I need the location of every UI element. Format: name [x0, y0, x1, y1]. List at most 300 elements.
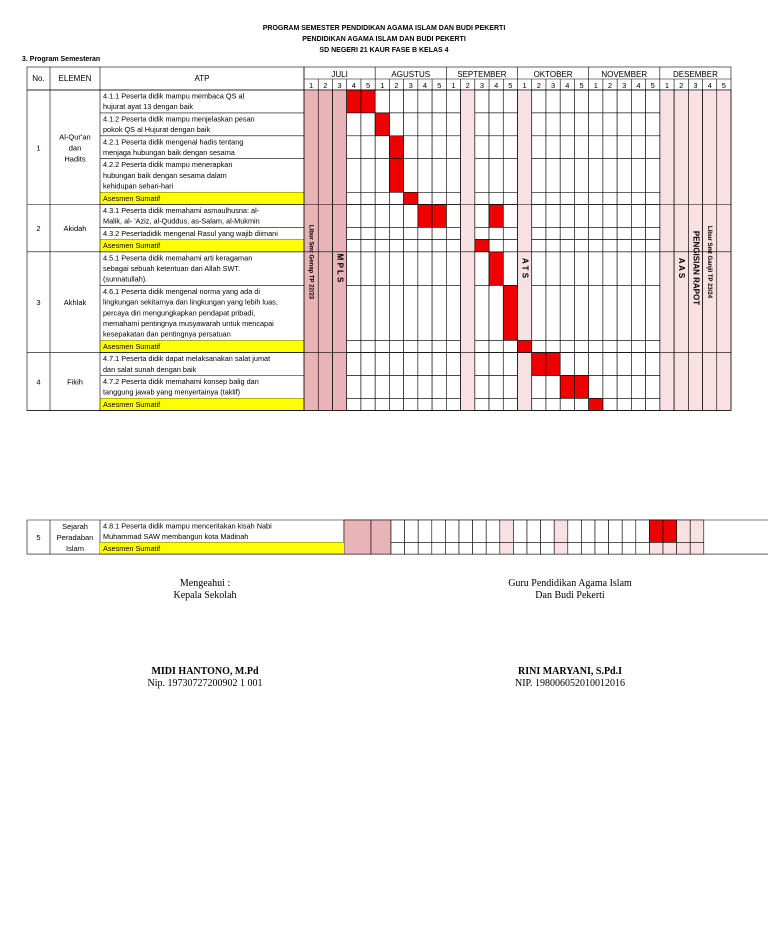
week-number: 2	[607, 81, 613, 90]
week-number: 2	[465, 81, 470, 90]
week-cell	[375, 227, 389, 239]
week-cell	[532, 240, 546, 252]
week-cell	[603, 285, 617, 340]
week-cell	[574, 227, 588, 239]
week-cell	[574, 353, 588, 376]
week-cell	[617, 398, 631, 410]
atp-text: 4.7.2 Peserta didik memahami konsep balig dan	[103, 377, 259, 386]
week-cell	[603, 90, 617, 113]
elemen-label: Fikih	[67, 377, 83, 387]
week-cell	[475, 205, 489, 228]
week-cell	[404, 353, 418, 376]
week-cell	[546, 240, 560, 252]
week-cell	[391, 542, 405, 554]
week-cell	[631, 136, 645, 159]
week-cell	[631, 340, 645, 352]
schedule-mark	[489, 252, 503, 286]
week-cell	[589, 159, 603, 193]
week-cell	[631, 159, 645, 193]
atp-text: tanggung jawab yang menyertainya (taklif)	[103, 387, 241, 397]
week-cell	[622, 520, 636, 542]
week-cell	[503, 240, 517, 252]
week-number: 5	[721, 81, 726, 90]
week-cell	[361, 398, 375, 410]
elemen-label: dan	[68, 143, 82, 153]
week-cell	[527, 542, 541, 554]
special-column-fill	[660, 90, 674, 411]
week-cell	[603, 227, 617, 239]
week-cell	[546, 159, 560, 193]
week-cell	[361, 159, 375, 193]
week-cell	[500, 542, 514, 554]
week-cell	[347, 285, 361, 340]
week-cell	[489, 227, 503, 239]
signature-right-title2: Dan Budi Pekerti	[535, 590, 605, 601]
week-cell	[532, 285, 546, 340]
week-cell	[617, 227, 631, 239]
week-cell	[432, 240, 446, 252]
week-cell	[617, 192, 631, 204]
week-cell	[503, 113, 517, 136]
week-cell	[361, 192, 375, 204]
week-cell	[418, 113, 432, 136]
week-cell	[589, 285, 603, 340]
week-cell	[486, 520, 500, 542]
vertical-label-aas: A A S	[677, 257, 687, 279]
atp-text: 4.2.2 Peserta didik mampu menerapkan	[103, 160, 233, 170]
week-cell	[404, 113, 418, 136]
week-cell	[603, 376, 617, 399]
group-number: 3	[36, 298, 41, 308]
special-column-fill	[318, 90, 332, 411]
week-cell	[418, 520, 432, 542]
signature-right	[480, 578, 660, 690]
week-cell	[617, 240, 631, 252]
week-cell	[432, 159, 446, 193]
week-cell	[459, 520, 473, 542]
week-cell	[532, 113, 546, 136]
week-cell	[560, 398, 574, 410]
elemen-label: Al-Qur'an	[59, 132, 91, 142]
week-cell	[617, 159, 631, 193]
week-cell	[404, 205, 418, 228]
week-cell	[418, 227, 432, 239]
week-cell	[574, 192, 588, 204]
week-number: 4	[351, 81, 356, 90]
week-cell	[347, 252, 361, 286]
week-cell	[418, 192, 432, 204]
col-header-no: No.	[32, 74, 45, 83]
week-cell	[574, 205, 588, 228]
week-cell	[646, 90, 660, 113]
signature-right-title1: Guru Pendidikan Agama Islam	[508, 578, 632, 589]
week-cell	[446, 340, 460, 352]
schedule-mark	[347, 90, 361, 113]
week-cell	[347, 340, 361, 352]
week-cell	[475, 376, 489, 399]
schedule-mark	[574, 376, 588, 399]
schedule-mark	[518, 340, 532, 352]
atp-text: hubungan baik dengan sesama dalam	[103, 170, 227, 180]
week-cell	[646, 113, 660, 136]
week-cell	[389, 240, 403, 252]
week-cell	[581, 520, 595, 542]
week-cell	[560, 90, 574, 113]
week-cell	[609, 520, 623, 542]
atp-text: 4.3.1 Peserta didik memahami asmaulhusna: al-	[103, 206, 260, 215]
week-cell	[404, 398, 418, 410]
week-cell	[595, 542, 609, 554]
week-cell	[347, 398, 361, 410]
week-cell	[375, 159, 389, 193]
week-cell	[646, 353, 660, 376]
week-cell	[631, 113, 645, 136]
atp-text: (sunnatullah).	[103, 274, 148, 284]
week-cell	[446, 205, 460, 228]
week-cell	[375, 240, 389, 252]
week-cell	[646, 205, 660, 228]
week-cell	[489, 398, 503, 410]
atp-text: 4.8.1 Peserta didik mampu menceritakan kisah Nabi	[103, 521, 272, 531]
week-cell	[646, 340, 660, 352]
week-cell	[503, 159, 517, 193]
week-cell	[347, 240, 361, 252]
week-cell	[503, 90, 517, 113]
week-cell	[546, 252, 560, 286]
week-cell	[603, 205, 617, 228]
week-cell	[446, 376, 460, 399]
week-cell	[631, 192, 645, 204]
week-cell	[636, 542, 650, 554]
week-cell	[617, 90, 631, 113]
signature-left-nip: Nip. 19730727200902 1 001	[147, 678, 263, 689]
week-cell	[503, 252, 517, 286]
week-cell	[589, 205, 603, 228]
week-cell	[347, 353, 361, 376]
week-cell	[404, 159, 418, 193]
month-header-desember: DESEMBER	[672, 70, 718, 79]
week-cell	[631, 353, 645, 376]
week-cell	[646, 398, 660, 410]
week-number: 4	[636, 81, 641, 90]
week-cell	[446, 159, 460, 193]
week-cell	[459, 542, 473, 554]
vertical-label-libur_genap: Libur Smt Genap TP 22/23	[307, 224, 314, 300]
week-cell	[560, 159, 574, 193]
week-number: 3	[479, 81, 485, 90]
week-cell	[446, 227, 460, 239]
week-cell	[603, 353, 617, 376]
week-cell	[404, 240, 418, 252]
week-cell	[574, 113, 588, 136]
week-cell	[404, 227, 418, 239]
special-column-fill	[332, 90, 346, 411]
week-cell	[489, 353, 503, 376]
week-cell	[503, 353, 517, 376]
week-cell	[473, 542, 487, 554]
week-number: 1	[380, 81, 385, 90]
week-cell	[375, 376, 389, 399]
week-cell	[418, 252, 432, 286]
week-cell	[500, 520, 514, 542]
week-cell	[603, 159, 617, 193]
week-cell	[347, 227, 361, 239]
schedule-mark	[546, 353, 560, 376]
week-cell	[389, 227, 403, 239]
schedule-mark	[532, 353, 546, 376]
week-cell	[432, 192, 446, 204]
week-cell	[475, 113, 489, 136]
section-subtitle: 3. Program Semesteran	[22, 56, 101, 63]
week-cell	[375, 285, 389, 340]
week-cell	[418, 136, 432, 159]
week-cell	[617, 340, 631, 352]
week-cell	[617, 205, 631, 228]
special-column-fill	[674, 90, 688, 411]
week-cell	[404, 252, 418, 286]
elemen-label: Sejarah	[62, 522, 88, 531]
week-cell	[554, 520, 568, 542]
atp-text: 4.2.1 Peserta didik mengenal hadis tentang	[103, 137, 244, 147]
week-cell	[541, 542, 555, 554]
week-cell	[389, 376, 403, 399]
week-cell	[347, 192, 361, 204]
schedule-mark	[560, 376, 574, 399]
week-cell	[636, 520, 650, 542]
week-number: 1	[664, 81, 670, 90]
week-cell	[389, 398, 403, 410]
elemen-label: Hadits	[64, 154, 86, 164]
week-cell	[646, 285, 660, 340]
week-cell	[489, 136, 503, 159]
week-cell	[631, 376, 645, 399]
week-cell	[418, 542, 432, 554]
week-number: 4	[707, 81, 712, 90]
week-cell	[475, 90, 489, 113]
week-cell	[646, 376, 660, 399]
week-cell	[361, 113, 375, 136]
week-cell	[560, 353, 574, 376]
week-cell	[361, 136, 375, 159]
week-cell	[375, 205, 389, 228]
vertical-label-mpls: M P L S	[335, 253, 345, 283]
week-cell	[446, 252, 460, 286]
week-cell	[513, 542, 527, 554]
week-cell	[574, 136, 588, 159]
week-cell	[589, 340, 603, 352]
week-cell	[560, 240, 574, 252]
week-cell	[475, 192, 489, 204]
header-line-2: PENDIDIKAN AGAMA ISLAM DAN BUDI PEKERTI	[302, 36, 466, 43]
week-cell	[446, 398, 460, 410]
week-cell	[560, 113, 574, 136]
week-cell	[475, 252, 489, 286]
schedule-mark	[389, 136, 403, 159]
week-number: 3	[622, 81, 627, 90]
week-cell	[389, 285, 403, 340]
week-cell	[432, 227, 446, 239]
week-cell	[617, 285, 631, 340]
week-cell	[589, 240, 603, 252]
week-cell	[475, 285, 489, 340]
week-cell	[574, 252, 588, 286]
week-cell	[560, 227, 574, 239]
week-cell	[475, 227, 489, 239]
week-cell	[631, 252, 645, 286]
schedule-mark	[404, 192, 418, 204]
week-cell	[546, 205, 560, 228]
week-cell	[631, 285, 645, 340]
col-header-elemen: ELEMEN	[58, 74, 92, 83]
atp-text: 4.6.1 Peserta didik mengenal norma yang ada di	[103, 286, 260, 296]
week-cell	[690, 520, 704, 542]
week-cell	[574, 240, 588, 252]
week-cell	[589, 376, 603, 399]
week-cell	[432, 285, 446, 340]
week-number: 2	[536, 81, 541, 90]
atp-text: 4.5.1 Peserta didik memahami arti keragaman	[103, 253, 253, 263]
week-cell	[489, 340, 503, 352]
week-number: 5	[437, 81, 442, 90]
week-number: 2	[394, 81, 399, 90]
month-header-oktober: OKTOBER	[533, 70, 573, 79]
atp-text: 4.7.1 Peserta didik dapat melaksanakan salat jumat	[103, 354, 271, 364]
month-header-november: NOVEMBER	[601, 70, 648, 79]
sumatif-label: Asesmen Sumatif	[103, 193, 161, 203]
header-line-1: PROGRAM SEMESTER PENDIDIKAN AGAMA ISLAM DAN BUDI PEKERTI	[262, 25, 506, 32]
vertical-label-rapot: PENGISIAN RAPOT	[691, 230, 701, 306]
week-cell	[609, 542, 623, 554]
atp-text: kesepakatan dan pentingnya persatuan	[103, 329, 231, 339]
week-cell	[445, 520, 459, 542]
week-cell	[574, 159, 588, 193]
week-cell	[347, 376, 361, 399]
week-cell	[646, 240, 660, 252]
week-cell	[646, 159, 660, 193]
week-cell	[503, 340, 517, 352]
sumatif-label: Asesmen Sumatif	[103, 399, 161, 409]
week-cell	[532, 159, 546, 193]
week-cell	[389, 113, 403, 136]
col-header-atp: ATP	[194, 74, 210, 83]
week-cell	[361, 227, 375, 239]
week-cell	[446, 353, 460, 376]
week-cell	[603, 398, 617, 410]
signature-left-title1: Mengeahui :	[179, 578, 231, 589]
week-cell	[617, 353, 631, 376]
week-number: 5	[650, 81, 655, 90]
month-header-juli: JULI	[331, 70, 348, 79]
week-cell	[622, 542, 636, 554]
week-cell	[361, 240, 375, 252]
week-number: 4	[494, 81, 499, 90]
week-cell	[603, 136, 617, 159]
week-cell	[503, 398, 517, 410]
week-cell	[503, 136, 517, 159]
special-column-fill	[371, 520, 391, 554]
week-cell	[347, 113, 361, 136]
week-cell	[595, 520, 609, 542]
week-cell	[418, 90, 432, 113]
sumatif-label: Asesmen Sumatif	[103, 341, 161, 351]
week-cell	[446, 136, 460, 159]
week-cell	[489, 376, 503, 399]
week-cell	[631, 240, 645, 252]
week-cell	[546, 113, 560, 136]
elemen-label: Akhlak	[63, 298, 87, 308]
atp-text: 4.3.2 Pesertadidik mengenal Rasul yang wajib diimani	[103, 228, 278, 238]
month-header-september: SEPTEMBER	[457, 70, 507, 79]
week-cell	[389, 205, 403, 228]
week-cell	[432, 136, 446, 159]
week-cell	[432, 353, 446, 376]
atp-text: dan salat sunah dengan baik	[103, 364, 197, 374]
month-header-agustus: AGUSTUS	[391, 70, 431, 79]
atp-text: percaya diri mengungkapkan pendapat pribadi,	[103, 308, 256, 318]
week-number: 2	[679, 81, 684, 90]
week-cell	[361, 353, 375, 376]
week-cell	[574, 285, 588, 340]
week-cell	[541, 520, 555, 542]
week-cell	[603, 340, 617, 352]
week-cell	[554, 542, 568, 554]
week-cell	[475, 159, 489, 193]
week-cell	[405, 520, 419, 542]
week-cell	[646, 136, 660, 159]
week-cell	[404, 340, 418, 352]
week-cell	[574, 340, 588, 352]
atp-text: 4.1.1 Peserta didik mampu membaca QS al	[103, 91, 245, 101]
week-cell	[375, 252, 389, 286]
atp-text: 4.1.2 Peserta didik mampu menjelaskan pesan	[103, 114, 255, 124]
week-number: 5	[365, 81, 371, 90]
week-cell	[532, 192, 546, 204]
week-cell	[475, 340, 489, 352]
schedule-mark	[589, 398, 603, 410]
week-cell	[432, 340, 446, 352]
week-cell	[418, 398, 432, 410]
week-cell	[546, 192, 560, 204]
week-cell	[589, 227, 603, 239]
week-cell	[581, 542, 595, 554]
week-cell	[486, 542, 500, 554]
week-cell	[532, 205, 546, 228]
group-number: 4	[36, 377, 41, 387]
week-number: 4	[422, 81, 428, 90]
schedule-mark	[432, 205, 446, 228]
week-cell	[589, 192, 603, 204]
week-cell	[649, 542, 663, 554]
header-line-3: SD NEGERI 21 KAUR FASE B KELAS 4	[319, 47, 449, 54]
vertical-label-libur_ganjil: Libur Smt Ganjil TP 23/24	[706, 225, 713, 299]
week-cell	[432, 520, 446, 542]
week-cell	[513, 520, 527, 542]
week-cell	[677, 520, 691, 542]
week-cell	[432, 376, 446, 399]
week-cell	[532, 227, 546, 239]
atp-text: lingkungan sekitarnya dan lingkungan yang lebih luas,	[103, 297, 278, 307]
week-cell	[347, 205, 361, 228]
week-cell	[546, 285, 560, 340]
week-cell	[391, 520, 405, 542]
week-cell	[404, 376, 418, 399]
schedule-mark	[361, 90, 375, 113]
week-cell	[432, 90, 446, 113]
week-cell	[404, 90, 418, 113]
week-cell	[489, 192, 503, 204]
elemen-label: Islam	[66, 544, 84, 553]
week-cell	[532, 340, 546, 352]
